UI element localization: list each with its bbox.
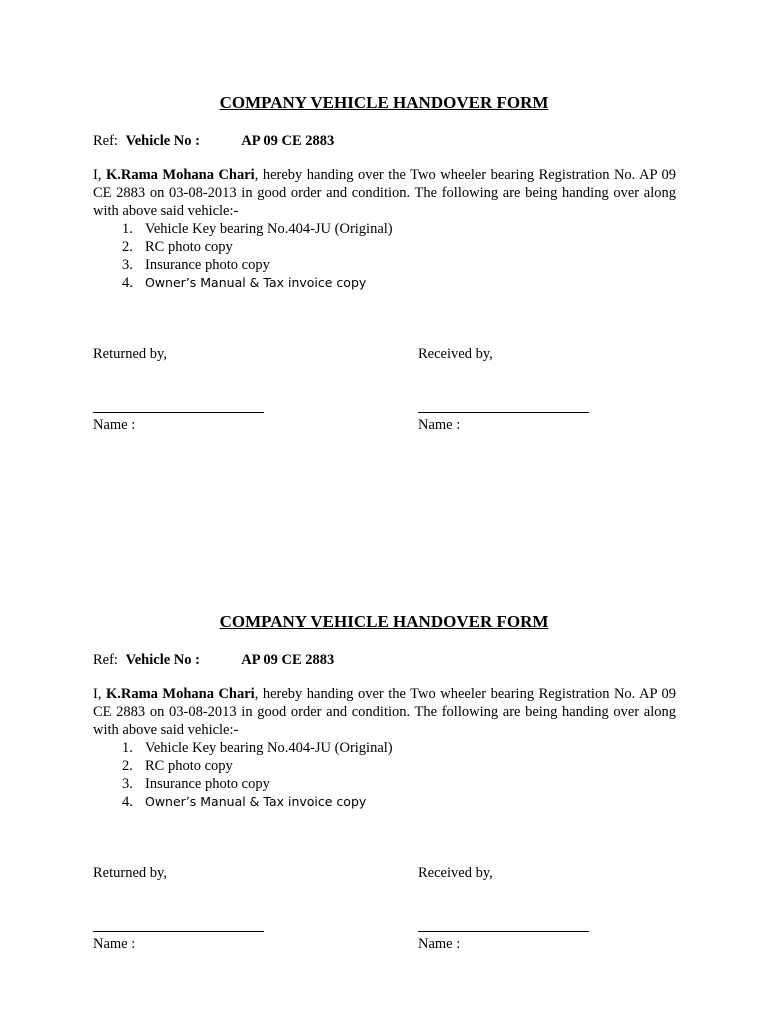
ref-label: Ref: xyxy=(93,652,118,668)
statement-body: , hereby handing over the Two wheeler bearing Registration No. AP 09 CE 2883 on 03-08-2013 in good order and condition. The following are being handing over along with above said vehicle:- xyxy=(93,686,676,738)
received-by-signature-line xyxy=(418,931,589,932)
item-text: RC photo copy xyxy=(145,239,233,255)
list-item xyxy=(93,757,393,775)
form-title: COMPANY VEHICLE HANDOVER FORM xyxy=(219,612,549,631)
item-number: 4. xyxy=(122,794,133,810)
statement-prefix: I, xyxy=(93,167,106,183)
handover-form-1 xyxy=(93,92,683,433)
received-by-name-label: Name : xyxy=(418,936,461,952)
returned-by-label: Returned by, xyxy=(93,865,167,881)
list-item xyxy=(93,220,393,238)
item-text: Vehicle Key bearing No.404-JU (Original) xyxy=(145,221,393,237)
statement-person: K.Rama Mohana Chari xyxy=(105,686,255,702)
item-text: Vehicle Key bearing No.404-JU (Original) xyxy=(145,740,393,756)
returned-by-signature-line xyxy=(93,931,264,932)
item-number: 4. xyxy=(122,275,133,291)
list-item xyxy=(93,256,393,274)
item-text: Insurance photo copy xyxy=(145,776,270,792)
statement-person: K.Rama Mohana Chari xyxy=(105,167,255,183)
vehicle-no-value: AP 09 CE 2883 xyxy=(241,133,335,149)
ref-line xyxy=(93,132,334,150)
item-number: 2. xyxy=(122,239,133,255)
received-by-label: Received by, xyxy=(418,346,493,362)
handover-statement xyxy=(93,685,676,739)
item-text: Owner’s Manual & Tax invoice copy xyxy=(145,794,367,809)
item-number: 1. xyxy=(122,221,133,237)
vehicle-no-label: Vehicle No : xyxy=(125,133,200,149)
list-item xyxy=(93,775,393,793)
received-by-name-label: Name : xyxy=(418,417,461,433)
returned-by-name-label: Name : xyxy=(93,936,136,952)
statement-prefix: I, xyxy=(93,686,106,702)
handover-statement xyxy=(93,166,676,220)
list-item xyxy=(93,238,393,256)
list-item xyxy=(93,793,393,811)
received-by-signature-line xyxy=(418,412,589,413)
returned-by-signature-line xyxy=(93,412,264,413)
list-item xyxy=(93,739,393,757)
handover-form-2 xyxy=(93,611,683,952)
item-text: RC photo copy xyxy=(145,758,233,774)
list-item xyxy=(93,274,393,292)
returned-by-name-label: Name : xyxy=(93,417,136,433)
item-list xyxy=(93,739,393,811)
ref-label: Ref: xyxy=(93,133,118,149)
form-title: COMPANY VEHICLE HANDOVER FORM xyxy=(219,93,549,112)
received-by-label: Received by, xyxy=(418,865,493,881)
vehicle-no-label: Vehicle No : xyxy=(125,652,200,668)
item-number: 3. xyxy=(122,257,133,273)
item-number: 1. xyxy=(122,740,133,756)
ref-line xyxy=(93,651,334,669)
item-number: 2. xyxy=(122,758,133,774)
item-number: 3. xyxy=(122,776,133,792)
statement-body: , hereby handing over the Two wheeler bearing Registration No. AP 09 CE 2883 on 03-08-2013 in good order and condition. The following are being handing over along with above said vehicle:- xyxy=(93,167,676,219)
vehicle-no-value: AP 09 CE 2883 xyxy=(241,652,335,668)
item-list xyxy=(93,220,393,292)
item-text: Insurance photo copy xyxy=(145,257,270,273)
returned-by-label: Returned by, xyxy=(93,346,167,362)
item-text: Owner’s Manual & Tax invoice copy xyxy=(145,275,367,290)
